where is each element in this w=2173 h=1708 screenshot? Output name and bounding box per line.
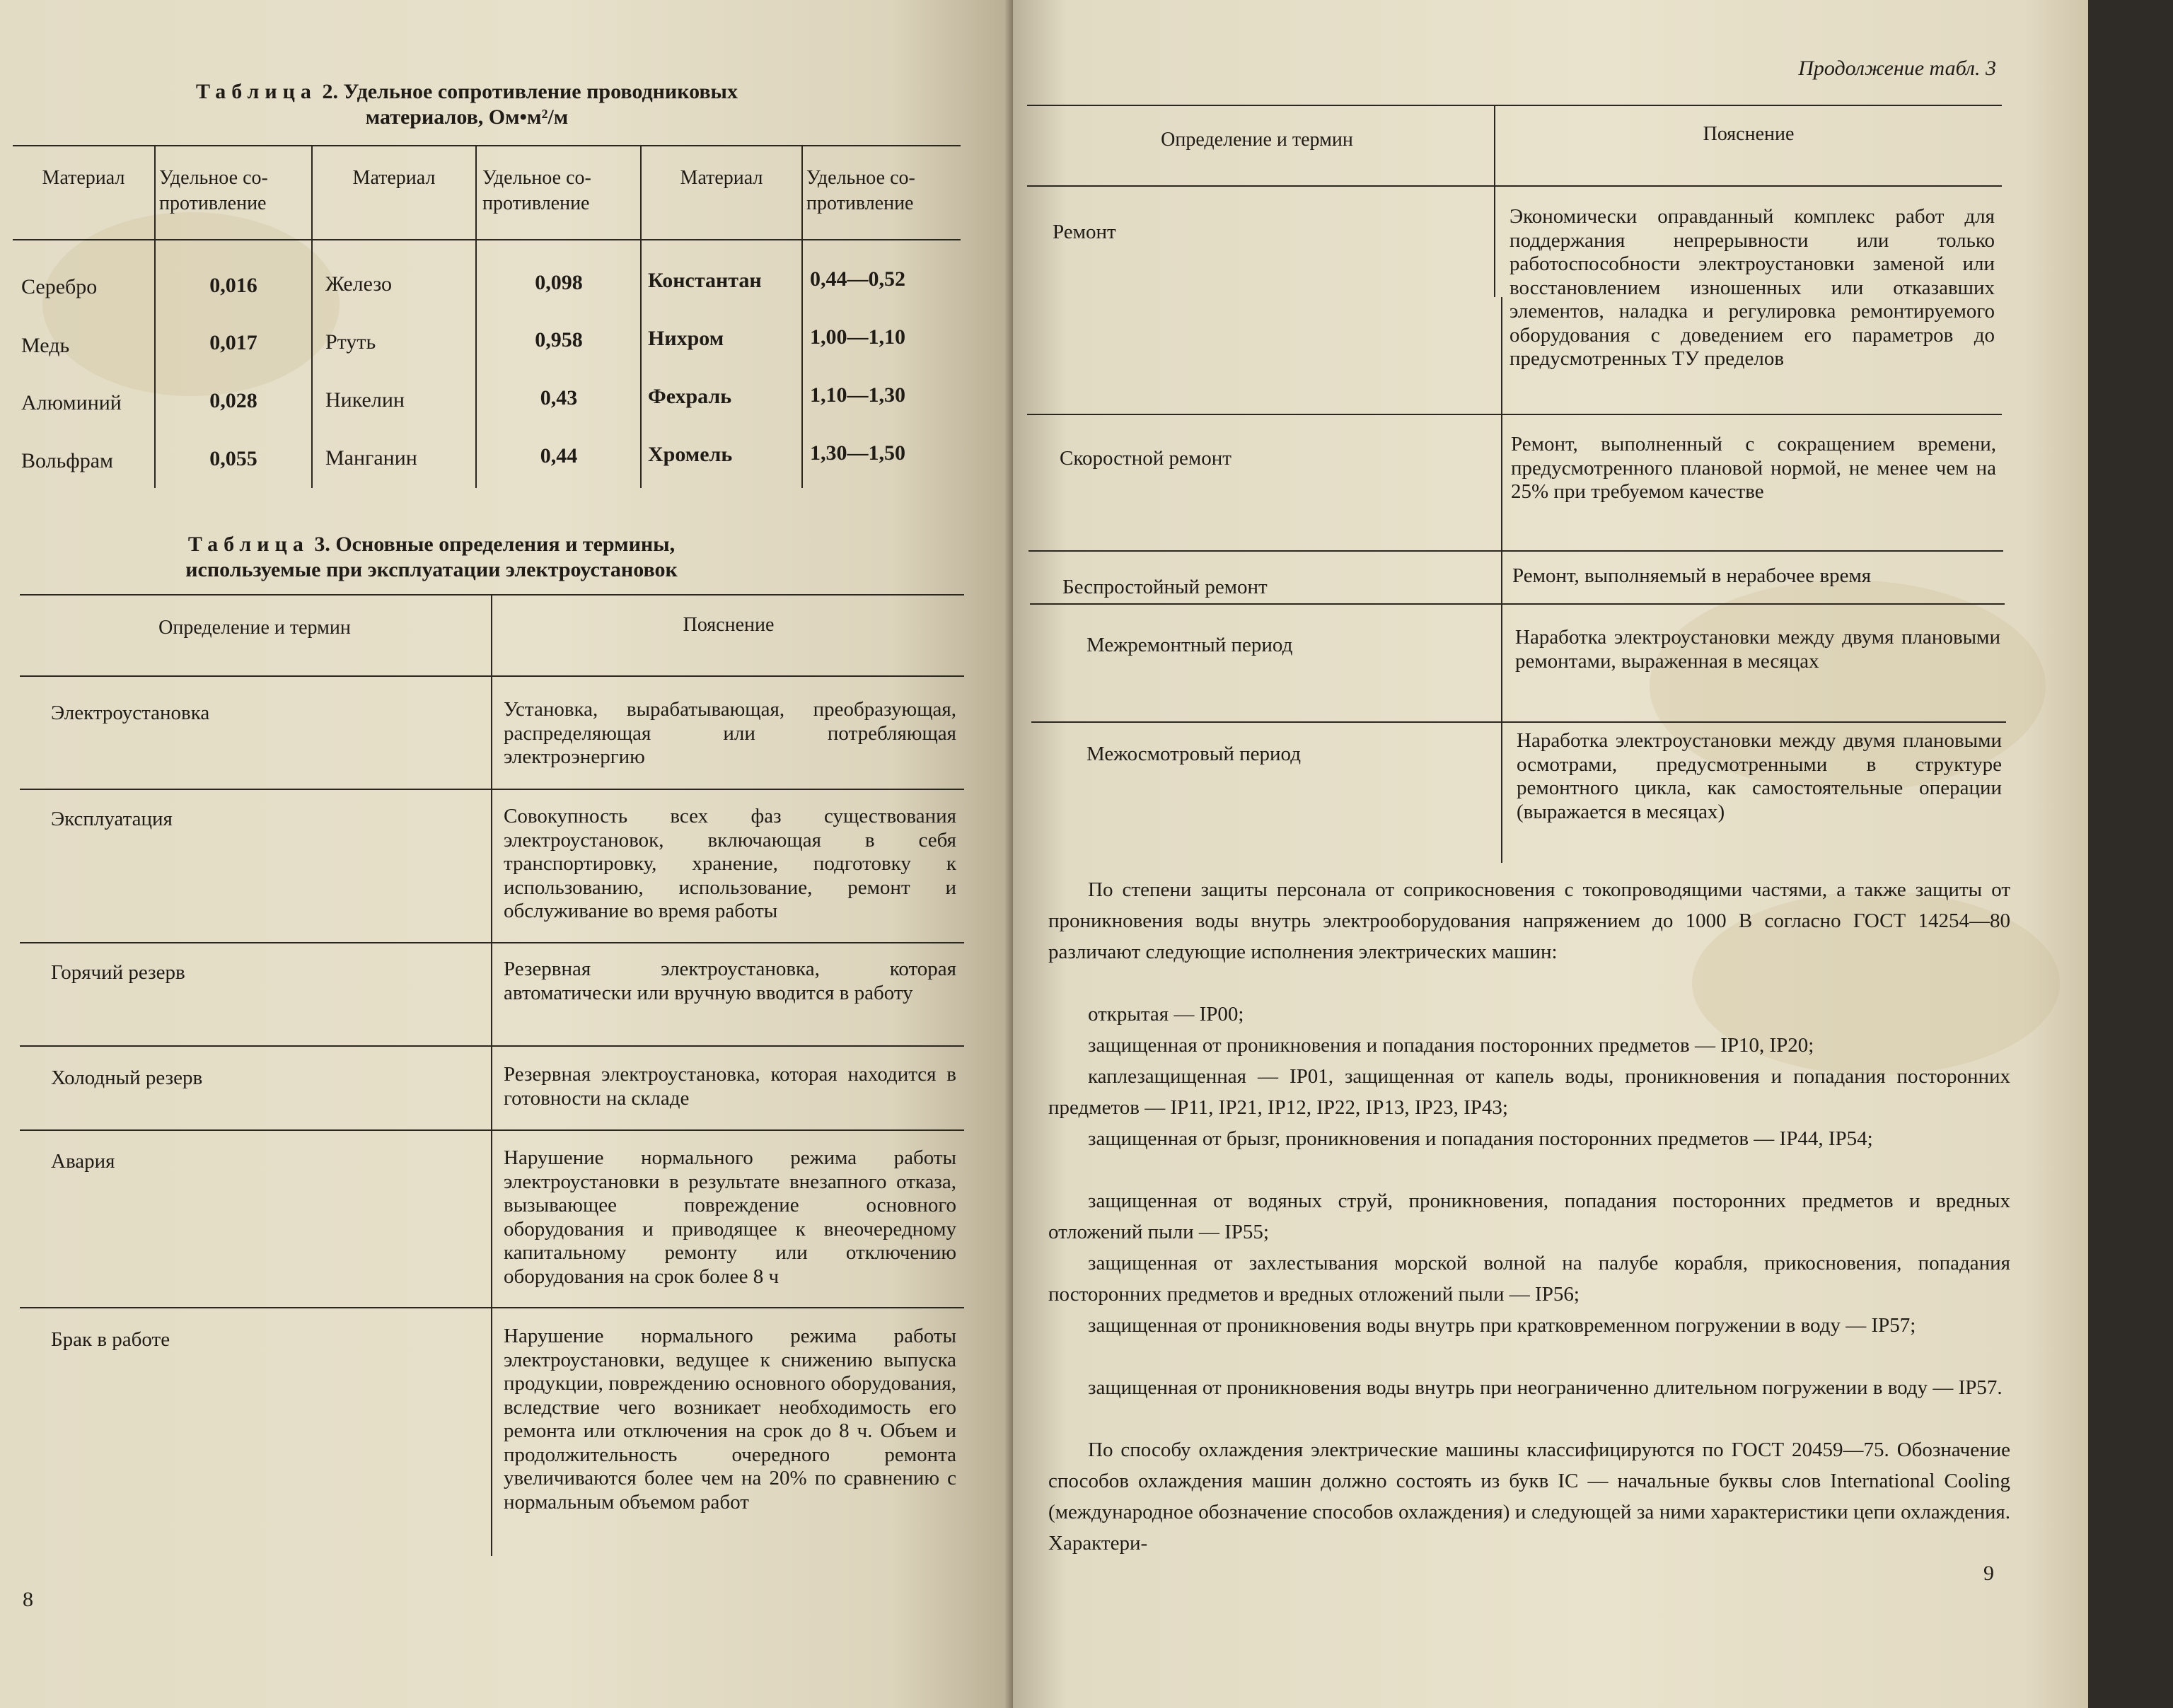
table2-caption [85, 79, 849, 105]
resistivity-value: 0,017 [209, 331, 257, 354]
table2-col-divider [154, 145, 156, 488]
term: Холодный резерв [51, 1067, 203, 1089]
scanner-background [2088, 0, 2173, 1708]
table2-col-divider [475, 145, 477, 488]
material-name: Серебро [21, 275, 98, 298]
body-paragraph: По степени защиты персонала от соприкосновения с токопроводящими частями, а также защиты от проникновения воды внутрь электрооборудования напряжением до 1000 В согласно ГОСТ 14254—80 различают следующие исполнения электрических машин: [1048, 878, 2010, 963]
term: Межремонтный период [1086, 634, 1293, 656]
table3cont-row-rule [1027, 414, 2002, 415]
explanation: Резервная электроустановка, которая находится в готовности на складе [504, 1063, 956, 1110]
explanation: Ремонт, выполняемый в нерабочее время [1512, 564, 1872, 587]
table3-row-rule [20, 1307, 964, 1308]
term: Беспростойный ремонт [1062, 576, 1268, 598]
explanation: Совокупность всех фаз существования электроустановок, включающая в себя транспортировку, хранение, подготовку к использованию, использование, ремонт и обслуживание во время работы [504, 805, 956, 922]
table2-header: Материал [680, 167, 763, 189]
protection-item: защищенная от водяных струй, проникновения, попадания посторонних предметов и вредных отложений пыли — IP55; [1048, 1190, 2010, 1243]
material-name: Манганин [325, 446, 417, 470]
table3-caption-line2: используемые при эксплуатации электроустановок [185, 558, 678, 581]
table3-header-expl: Пояснение [683, 614, 775, 636]
explanation: Резервная электроустановка, которая автоматически или вручную вводится в работу [504, 958, 956, 1004]
table2-col-divider [311, 145, 313, 488]
resistivity-value: 0,44 [540, 444, 578, 467]
term: Авария [51, 1150, 115, 1173]
resistivity-value: 0,098 [535, 271, 583, 294]
table3-row-rule [20, 1045, 964, 1047]
resistivity-value: 0,958 [535, 328, 583, 352]
material-name: Никелин [325, 388, 405, 412]
table2-col-divider [640, 145, 642, 488]
material-name: Вольфрам [21, 449, 114, 472]
resistivity-value: 0,028 [209, 389, 257, 412]
protection-item: защищенная от брызг, проникновения и попадания посторонних предметов — IP44, IP54; [1088, 1127, 1873, 1150]
table3cont-col-divider [1501, 297, 1502, 863]
term: Электроустановка [51, 702, 210, 724]
resistivity-value: 0,016 [209, 274, 257, 297]
left-page [0, 0, 1013, 1708]
table2-caption-label: Таблица [196, 80, 317, 103]
table3-row-rule [20, 789, 964, 790]
material-name: Ртуть [325, 330, 376, 354]
page-number-left: 8 [23, 1588, 33, 1611]
explanation: Нарушение нормального режима работы электроустановки в результате внезапного отказа, вызывающее повреждение основного оборудования и приводящее к внеочередному капитальному ремонту или отключению оборудования на срок более 8 ч [504, 1146, 956, 1288]
table3cont-header-term: Определение и термин [1161, 129, 1353, 151]
table3cont-top-rule [1027, 105, 2002, 106]
explanation: Нарушение нормального режима работы электроустановки, ведущее к снижению выпуска продукции, повреждению основного оборудования, вследствие чего возникает необходимость его ремонта или отключения на срок до 8 ч. Объем и продолжительность очередного ремонта увеличиваются более чем на 20% по сравнению с нормальным объемом работ [504, 1325, 956, 1514]
table3-row-rule [20, 942, 964, 943]
table3cont-row-rule [1031, 721, 2006, 723]
table3-col-divider [491, 594, 492, 1556]
table3cont-header-rule [1027, 185, 2002, 187]
material-name: Фехраль [648, 385, 732, 408]
table3cont-row-rule [1028, 550, 2003, 552]
table2-header: Материал [42, 167, 125, 189]
table3-header-term: Определение и термин [158, 617, 351, 639]
material-name: Железо [325, 272, 392, 296]
table3cont-col-divider [1494, 105, 1495, 297]
resistivity-value: 0,43 [540, 386, 578, 409]
material-name: Алюминий [21, 391, 122, 414]
table3-caption-text: 3. Основные определения и термины, [314, 533, 676, 556]
material-name: Константан [648, 269, 762, 292]
resistivity-value: 1,30—1,50 [810, 441, 905, 465]
material-name: Хромель [648, 443, 733, 466]
resistivity-value: 0,44—0,52 [810, 267, 905, 291]
term: Ремонт [1053, 221, 1116, 243]
protection-item: защищенная от проникновения и попадания посторонних предметов — IP10, IP20; [1088, 1034, 1814, 1057]
page-number-right: 9 [1983, 1562, 1994, 1585]
table2-col-divider [801, 145, 803, 488]
resistivity-value: 1,10—1,30 [810, 383, 905, 407]
table3-row-rule [20, 1129, 964, 1131]
explanation: Установка, вырабатывающая, преобразующая, распределяющая или потребляющая электроэнергию [504, 698, 956, 768]
right-page [1013, 0, 2088, 1708]
table2-caption-line2: материалов, Ом•м²/м [365, 105, 569, 129]
protection-item: каплезащищенная — IP01, защищенная от капель воды, проникновения и попадания посторонних предметов — IP11, IP21, IP12, IP22, IP13, IP23, IP43; [1048, 1065, 2010, 1119]
material-name: Нихром [648, 327, 724, 350]
explanation: Наработка электроустановки между двумя плановыми осмотрами, предусмотренными в структуре ремонтного цикла, как самостоятельные операции (выражается в месяцах) [1517, 729, 2002, 823]
table3-caption-label: Таблица [187, 533, 309, 556]
protection-item: открытая — IP00; [1088, 1003, 1244, 1026]
protection-item: защищенная от проникновения воды внутрь при неограниченно длительном погружении в воду — IP57. [1088, 1376, 2003, 1399]
resistivity-value: 1,00—1,10 [810, 325, 905, 349]
term: Скоростной ремонт [1060, 447, 1232, 470]
table2-caption-text: 2. Удельное сопротивление проводниковых [322, 80, 738, 103]
table2-header: Удельное со-противление [482, 167, 591, 214]
table2-header: Удельное со-противление [806, 167, 915, 214]
term: Эксплуатация [51, 808, 173, 830]
table3cont-row-rule [1030, 603, 2005, 605]
resistivity-value: 0,055 [209, 447, 257, 470]
protection-item: защищенная от захлестывания морской волной на палубе корабля, прикосновения, попадания посторонних предметов и вредных отложений пыли — IP56; [1048, 1252, 2010, 1306]
protection-item: защищенная от проникновения воды внутрь при кратковременном погружении в воду — IP57; [1088, 1314, 1916, 1337]
material-name: Медь [21, 334, 70, 357]
table2-header: Удельное со-противление [159, 167, 268, 214]
explanation: Наработка электроустановки между двумя плановыми ремонтами, выраженная в месяцах [1515, 626, 2000, 673]
table3cont-header-expl: Пояснение [1703, 123, 1795, 145]
body-paragraph: По способу охлаждения электрические машины классифицируются по ГОСТ 20459—75. Обозначение способов охлаждения машин должно состоять из букв IC — начальные буквы слов International Cooling (международное обозначение способов охлаждения) и следующей за ними характеристики цепи охлаждения. Характери- [1048, 1439, 2010, 1555]
term: Горячий резерв [51, 961, 185, 984]
explanation: Ремонт, выполненный с сокращением времени, предусмотренного плановой нормой, не менее чем на 25% при требуемом качестве [1511, 433, 1996, 503]
continuation-heading: Продолжение табл. 3 [1798, 57, 1996, 80]
table3-caption [78, 532, 785, 557]
term: Брак в работе [51, 1328, 170, 1351]
explanation: Экономически оправданный комплекс работ для поддержания непрерывности или только работоспособности электроустановки заменой или восстановлением изношенных или отказавших элементов, наладка и регулировка ремонтируемого оборудования с доведением его параметров до предусмотренных ТУ пределов [1509, 205, 1995, 370]
term: Межосмотровый период [1086, 743, 1301, 765]
table2-header: Материал [352, 167, 436, 189]
